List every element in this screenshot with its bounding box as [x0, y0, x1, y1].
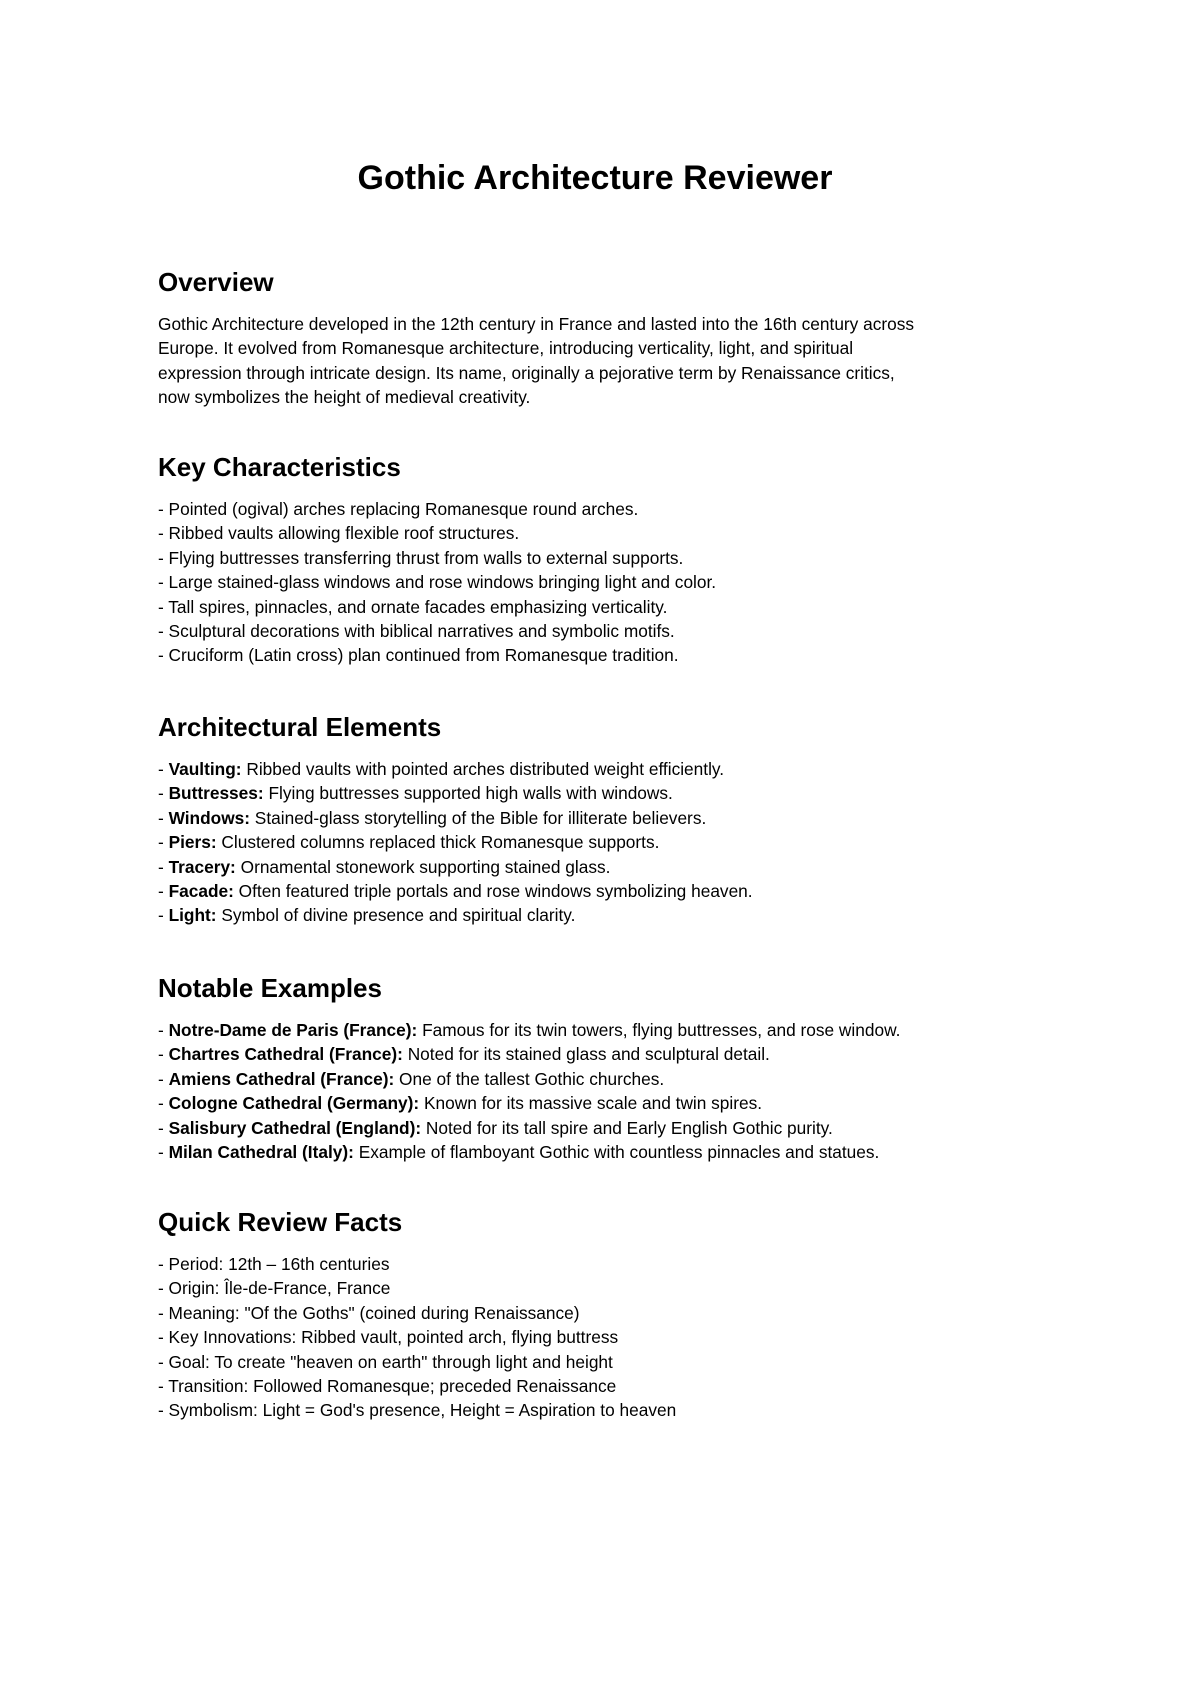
list-item: - Key Innovations: Ribbed vault, pointed arch, flying buttress — [158, 1327, 619, 1348]
list-item — [158, 806, 1058, 830]
quick-review-facts-list — [158, 1252, 1058, 1423]
item-prefix: - — [158, 856, 169, 877]
overview-line: Gothic Architecture developed in the 12th century in France and lasted into the 16th century across — [158, 314, 915, 334]
list-item: - Ribbed vaults allowing flexible roof structures. — [158, 523, 520, 544]
item-description: Ribbed vaults with pointed arches distributed weight efficiently. — [241, 759, 725, 779]
list-item: - Meaning: "Of the Goths" (coined during Renaissance) — [158, 1302, 580, 1323]
item-term: Notre-Dame de Paris (France): — [168, 1020, 418, 1040]
list-item — [158, 830, 1058, 854]
list-item — [158, 855, 1058, 879]
list-item: - Origin: Île-de-France, France — [158, 1278, 391, 1299]
item-description: Noted for its stained glass and sculptural detail. — [402, 1044, 770, 1065]
list-item — [158, 757, 1058, 781]
list-item — [158, 1116, 1058, 1140]
item-description: Famous for its twin towers, flying buttresses, and rose window. — [417, 1020, 901, 1040]
item-term: Salisbury Cathedral (England): — [168, 1117, 422, 1138]
item-prefix: - — [158, 759, 169, 779]
list-item — [158, 1140, 1058, 1164]
architectural-elements-list — [158, 757, 1058, 928]
item-description: Flying buttresses supported high walls with windows. — [263, 783, 673, 804]
key-characteristics-section — [158, 451, 1058, 668]
notable-examples-section — [158, 972, 1058, 1164]
list-item — [158, 1042, 1058, 1066]
list-item: - Pointed (ogival) arches replacing Romanesque round arches. — [158, 499, 639, 519]
document-title: Gothic Architecture Reviewer — [357, 159, 833, 197]
item-prefix: - — [158, 1117, 169, 1138]
item-description: Stained-glass storytelling of the Bible for illiterate believers. — [250, 807, 707, 828]
item-prefix: - — [158, 1020, 169, 1040]
list-item: - Large stained-glass windows and rose windows bringing light and color. — [158, 572, 717, 593]
quick-review-facts-section — [158, 1206, 1058, 1423]
list-item: - Flying buttresses transferring thrust from walls to external supports. — [158, 547, 684, 568]
item-description: Clustered columns replaced thick Romanesque supports. — [216, 832, 660, 853]
list-item — [158, 1018, 1058, 1042]
list-item: - Goal: To create "heaven on earth" through light and height — [158, 1351, 613, 1372]
item-prefix: - — [158, 1093, 169, 1114]
list-item: - Sculptural decorations with biblical narratives and symbolic motifs. — [158, 621, 675, 642]
list-item — [158, 1067, 1058, 1091]
list-item: - Transition: Followed Romanesque; preceded Renaissance — [158, 1376, 617, 1397]
overview-heading: Overview — [158, 267, 274, 297]
overview-paragraph — [158, 312, 1058, 410]
overview-line: Europe. It evolved from Romanesque architecture, introducing verticality, light, and spiritual — [158, 338, 854, 359]
item-term: Facade: — [168, 881, 234, 902]
item-term: Cologne Cathedral (Germany): — [168, 1093, 420, 1114]
item-term: Piers: — [168, 832, 217, 853]
item-description: Known for its massive scale and twin spires. — [419, 1093, 763, 1114]
architectural-elements-heading: Architectural Elements — [158, 712, 442, 742]
list-item — [158, 879, 1058, 903]
list-item: - Tall spires, pinnacles, and ornate facades emphasizing verticality. — [158, 596, 668, 617]
list-item — [158, 781, 1058, 805]
architectural-elements-section — [158, 711, 1058, 928]
item-term: Buttresses: — [168, 783, 264, 804]
item-prefix: - — [158, 905, 169, 926]
item-term: Milan Cathedral (Italy): — [168, 1142, 354, 1163]
item-prefix: - — [158, 807, 169, 828]
item-term: Chartres Cathedral (France): — [168, 1044, 403, 1065]
key-characteristics-heading: Key Characteristics — [158, 452, 401, 482]
item-prefix: - — [158, 1068, 169, 1089]
list-item — [158, 1091, 1058, 1115]
item-description: Noted for its tall spire and Early English Gothic purity. — [421, 1117, 833, 1138]
item-description: Symbol of divine presence and spiritual clarity. — [216, 905, 576, 926]
item-term: Light: — [168, 905, 217, 926]
item-term: Vaulting: — [168, 759, 242, 779]
item-prefix: - — [158, 1044, 169, 1065]
item-prefix: - — [158, 881, 169, 902]
overview-line: expression through intricate design. Its name, originally a pejorative term by Renaissance critics, — [158, 362, 895, 383]
list-item — [158, 903, 1058, 927]
notable-examples-list — [158, 1018, 1058, 1164]
item-description: Example of flamboyant Gothic with countless pinnacles and statues. — [353, 1142, 880, 1163]
overview-section — [158, 266, 1058, 410]
item-description: One of the tallest Gothic churches. — [394, 1068, 665, 1089]
overview-line: now symbolizes the height of medieval creativity. — [158, 387, 531, 408]
item-term: Tracery: — [168, 856, 236, 877]
item-prefix: - — [158, 783, 169, 804]
list-item: - Symbolism: Light = God's presence, Height = Aspiration to heaven — [158, 1400, 677, 1421]
notable-examples-heading: Notable Examples — [158, 973, 382, 1003]
item-term: Windows: — [168, 807, 250, 828]
key-characteristics-list — [158, 497, 1058, 668]
item-description: Often featured triple portals and rose windows symbolizing heaven. — [233, 881, 753, 902]
item-term: Amiens Cathedral (France): — [168, 1068, 395, 1089]
item-prefix: - — [158, 1142, 169, 1163]
list-item: - Cruciform (Latin cross) plan continued from Romanesque tradition. — [158, 645, 679, 666]
quick-review-facts-heading: Quick Review Facts — [158, 1207, 403, 1237]
item-description: Ornamental stonework supporting stained glass. — [235, 856, 611, 877]
item-prefix: - — [158, 832, 169, 853]
list-item: - Period: 12th – 16th centuries — [158, 1254, 390, 1274]
